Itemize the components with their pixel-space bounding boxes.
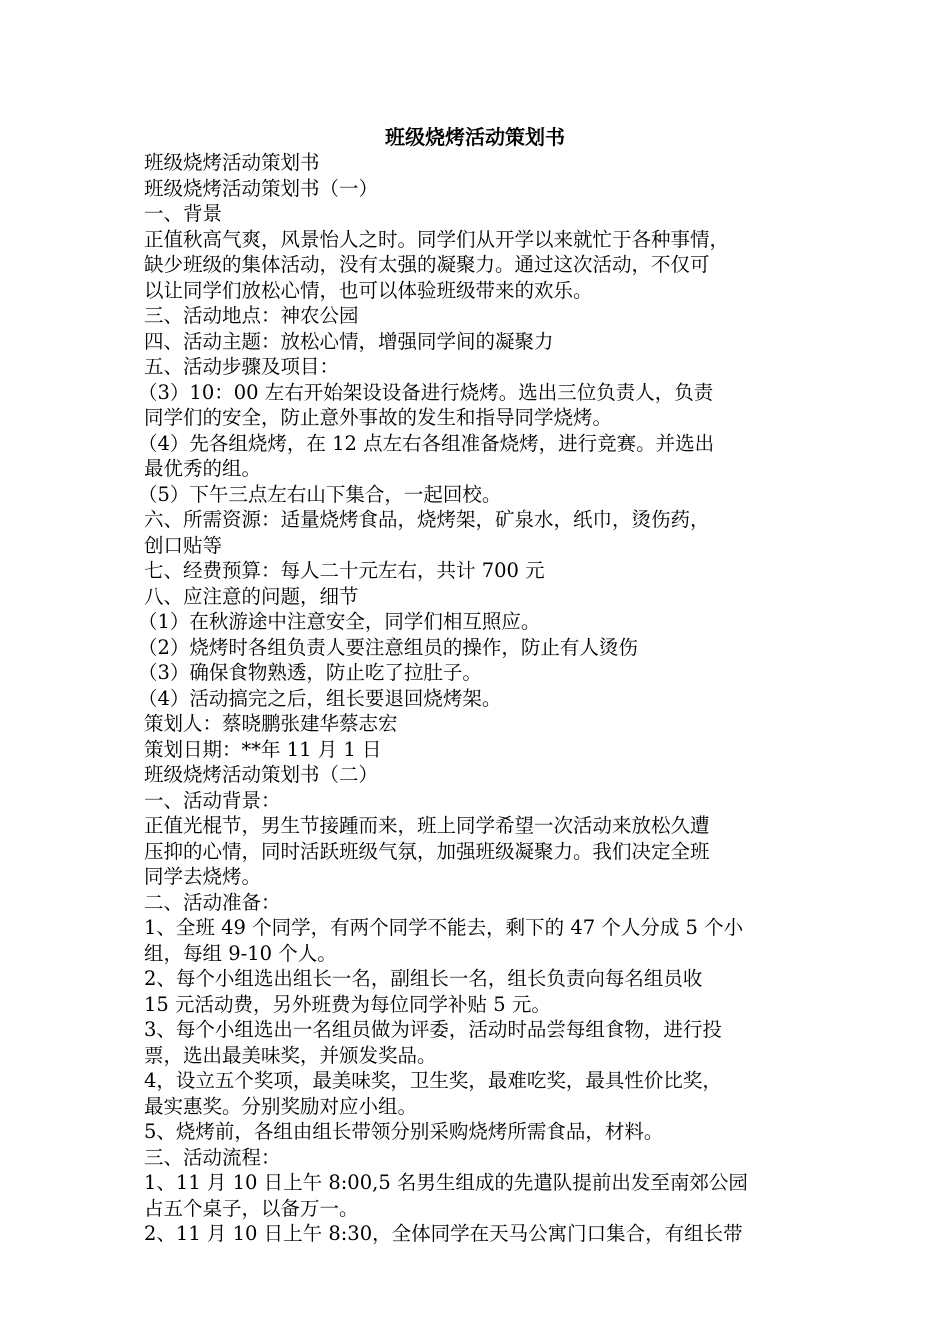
document-line: 压抑的心情，同时活跃班级气氛，加强班级凝聚力。我们决定全班 <box>144 839 710 863</box>
document-line: （3）10：00 左右开始架设设备进行烧烤。选出三位负责人，负责 <box>138 380 714 404</box>
document-line: 正值光棍节，男生节接踵而来，班上同学希望一次活动来放松久遭 <box>144 814 710 837</box>
document-title: 班级烧烤活动策划书 <box>385 125 565 149</box>
document-line: 最实惠奖。分别奖励对应小组。 <box>144 1094 418 1118</box>
document-line: 1、全班 49 个同学，有两个同学不能去，剩下的 47 个人分成 5 个小 <box>144 916 744 939</box>
document-line: 15 元活动费，另外班费为每位同学补贴 5 元。 <box>144 992 551 1016</box>
document-line: 5、烧烤前，各组由组长带领分别采购烧烤所需食品，材料。 <box>144 1120 664 1143</box>
document-line: 同学去烧烤。 <box>144 865 262 888</box>
document-line: 创口贴等 <box>144 533 223 557</box>
document-line: 策划人：蔡晓鹏张建华蔡志宏 <box>144 712 398 735</box>
document-line: 组，每组 9-10 个人。 <box>144 941 337 965</box>
document-line: 一、活动背景： <box>144 788 281 812</box>
document-line: 四、活动主题：放松心情，增强同学间的凝聚力 <box>144 329 554 353</box>
document-line: 八、应注意的问题，细节 <box>144 584 359 608</box>
document-line: 2、每个小组选出组长一名，副组长一名，组长负责向每名组员收 <box>144 967 703 990</box>
document-line: 策划日期：**年 11 月 1 日 <box>144 737 382 761</box>
document-line: 以让同学们放松心情，也可以体验班级带来的欢乐。 <box>144 278 593 302</box>
document-line: 3、每个小组选出一名组员做为评委，活动时品尝每组食物，进行投 <box>144 1018 722 1041</box>
document-line: 缺少班级的集体活动，没有太强的凝聚力。通过这次活动，不仅可 <box>144 253 710 276</box>
document-line: （4）先各组烧烤，在 12 点左右各组准备烧烤，进行竞赛。并选出 <box>138 431 715 455</box>
document-line: （3）确保食物熟透，防止吃了拉肚子。 <box>138 661 482 684</box>
document-line: 2、11 月 10 日上午 8:30，全体同学在天马公寓门口集合，有组长带 <box>144 1222 743 1245</box>
document-line: （4）活动搞完之后，组长要退回烧烤架。 <box>138 686 502 710</box>
document-line: 六、所需资源：适量烧烤食品，烧烤架，矿泉水，纸巾，烫伤药， <box>144 508 710 531</box>
document-line: （5）下午三点左右山下集合，一起回校。 <box>138 482 502 506</box>
document-line: 二、活动准备： <box>144 890 281 914</box>
document-line: 正值秋高气爽，风景怡人之时。同学们从开学以来就忙于各种事情， <box>144 227 730 251</box>
document-line: 最优秀的组。 <box>144 457 262 480</box>
document-line: 票，选出最美味奖，并颁发奖品。 <box>144 1043 437 1067</box>
document-line: 4，设立五个奖项，最美味奖，卫生奖，最难吃奖，最具性价比奖， <box>144 1069 722 1092</box>
document-line: 七、经费预算：每人二十元左右，共计 700 元 <box>144 559 545 582</box>
document-line: 1、11 月 10 日上午 8:00,5 名男生组成的先遣队提前出发至南郊公园 <box>144 1171 748 1194</box>
document-line: 一、背景 <box>144 202 223 225</box>
document-line: 占五个桌子，以备万一。 <box>144 1196 359 1220</box>
document-line: 三、活动流程： <box>144 1145 281 1169</box>
document-line: 同学们的安全，防止意外事故的发生和指导同学烧烤。 <box>144 406 613 429</box>
document-line: 三、活动地点：神农公园 <box>144 304 359 327</box>
document-line: 班级烧烤活动策划书（一） <box>144 176 379 200</box>
document-line: 班级烧烤活动策划书 <box>144 151 320 174</box>
document-line: 班级烧烤活动策划书（二） <box>144 763 379 786</box>
document-line: （1）在秋游途中注意安全，同学们相互照应。 <box>138 610 541 633</box>
document-body <box>138 150 814 1247</box>
document-line: 五、活动步骤及项目： <box>144 355 340 378</box>
document-line: （2）烧烤时各组负责人要注意组员的操作，防止有人烫伤 <box>138 635 638 659</box>
